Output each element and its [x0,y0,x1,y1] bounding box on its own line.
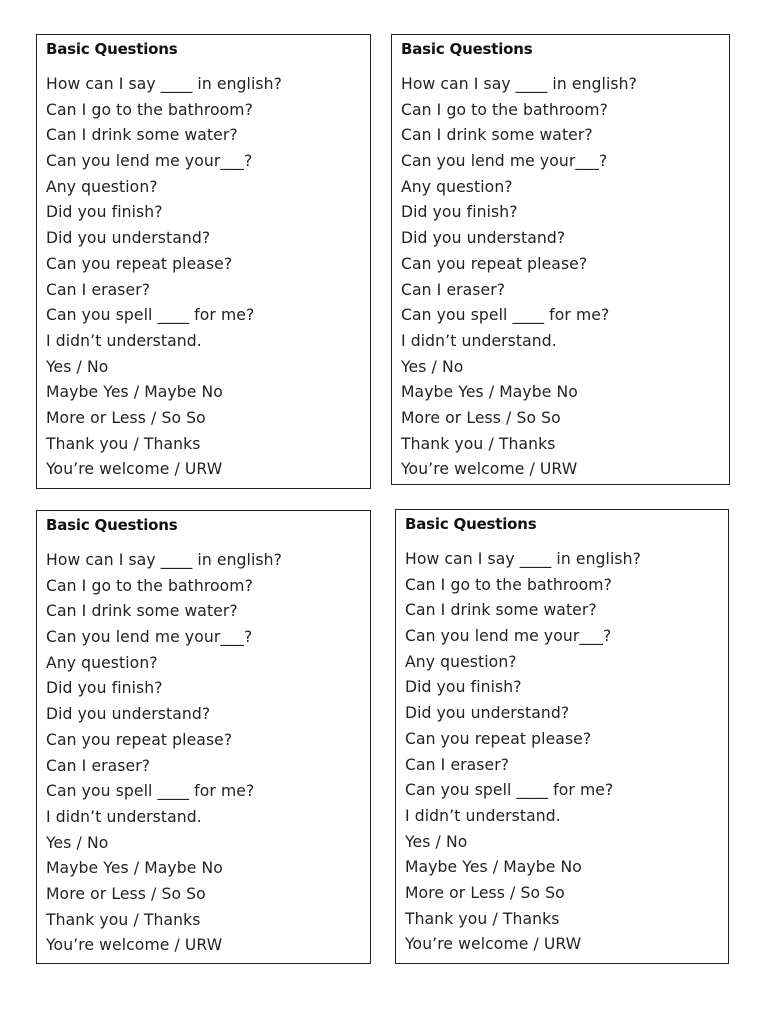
phrase-item: Did you finish? [46,679,163,698]
card-title: Basic Questions [46,516,178,534]
phrase-list [405,547,641,958]
phrase-item: Can you repeat please? [46,730,233,749]
card-title: Basic Questions [401,40,533,58]
phrase-item: Can I go to the bathroom? [405,575,612,594]
phrase-item: Did you finish? [401,203,518,222]
phrase-item: I didn’t understand. [401,331,557,350]
phrase-list [46,548,282,959]
phrase-item: Thank you / Thanks [46,434,201,453]
phrase-item: How can I say ____ in english? [46,75,283,93]
card-bottom-right [395,509,729,964]
phrase-item: Can you lend me your___? [405,627,612,646]
phrase-item: Can you lend me your___? [46,628,253,647]
phrase-item: Can you repeat please? [405,729,592,748]
phrase-item: More or Less / So So [46,884,206,903]
phrase-item: Can you lend me your___? [401,152,608,171]
phrase-item: Can I drink some water? [46,602,238,621]
phrase-item: Maybe Yes / Maybe No [46,383,223,402]
phrase-item: Maybe Yes / Maybe No [405,858,582,877]
phrase-item: You’re welcome / URW [405,935,582,954]
phrase-item: I didn’t understand. [405,806,561,825]
phrase-item: Can you spell ____ for me? [46,306,255,325]
phrase-item: How can I say ____ in english? [405,550,642,568]
phrase-item: Can you repeat please? [46,254,233,273]
phrase-item: Can I eraser? [405,755,510,774]
phrase-item: Any question? [405,652,517,671]
phrase-item: Can you spell ____ for me? [405,781,614,800]
phrase-item: Can I eraser? [46,280,151,299]
phrase-item: Did you understand? [405,704,570,723]
phrase-item: I didn’t understand. [46,807,202,826]
phrase-item: Yes / No [401,357,464,376]
phrase-item: Yes / No [46,357,109,376]
phrase-item: Can I drink some water? [401,126,593,145]
phrase-item: Can I go to the bathroom? [46,100,253,119]
phrase-list [46,72,282,483]
phrase-item: Can I drink some water? [46,126,238,145]
phrase-item: Can you spell ____ for me? [401,306,610,325]
card-title: Basic Questions [46,40,178,58]
phrase-item: More or Less / So So [405,883,565,902]
phrase-item: You’re welcome / URW [401,460,578,479]
card-bottom-left [36,510,371,964]
phrase-item: Did you understand? [46,229,211,248]
phrase-item: Can I drink some water? [405,601,597,620]
phrase-list [401,72,637,483]
phrase-item: Did you finish? [405,678,522,697]
phrase-item: Maybe Yes / Maybe No [401,383,578,402]
phrase-item: You’re welcome / URW [46,460,223,479]
phrase-item: Thank you / Thanks [46,910,201,929]
card-top-right [391,34,730,485]
phrase-item: Can you lend me your___? [46,152,253,171]
phrase-item: How can I say ____ in english? [401,75,638,93]
phrase-item: Thank you / Thanks [401,434,556,453]
phrase-item: Thank you / Thanks [405,909,560,928]
phrase-item: Can you repeat please? [401,254,588,273]
phrase-item: You’re welcome / URW [46,936,223,955]
phrase-item: Can I eraser? [401,280,506,299]
phrase-item: More or Less / So So [46,408,206,427]
phrase-item: Any question? [401,177,513,196]
phrase-item: Any question? [46,653,158,672]
phrase-item: Any question? [46,177,158,196]
phrase-item: Did you understand? [46,705,211,724]
phrase-item: Can I eraser? [46,756,151,775]
phrase-item: How can I say ____ in english? [46,551,283,569]
phrase-item: Did you understand? [401,229,566,248]
phrase-item: Can I go to the bathroom? [46,576,253,595]
phrase-item: More or Less / So So [401,408,561,427]
phrase-item: Can I go to the bathroom? [401,100,608,119]
phrase-item: Can you spell ____ for me? [46,782,255,801]
phrase-item: I didn’t understand. [46,331,202,350]
phrase-item: Yes / No [46,833,109,852]
phrase-item: Yes / No [405,832,468,851]
card-top-left [36,34,371,489]
phrase-item: Did you finish? [46,203,163,222]
card-title: Basic Questions [405,515,537,533]
phrase-item: Maybe Yes / Maybe No [46,859,223,878]
